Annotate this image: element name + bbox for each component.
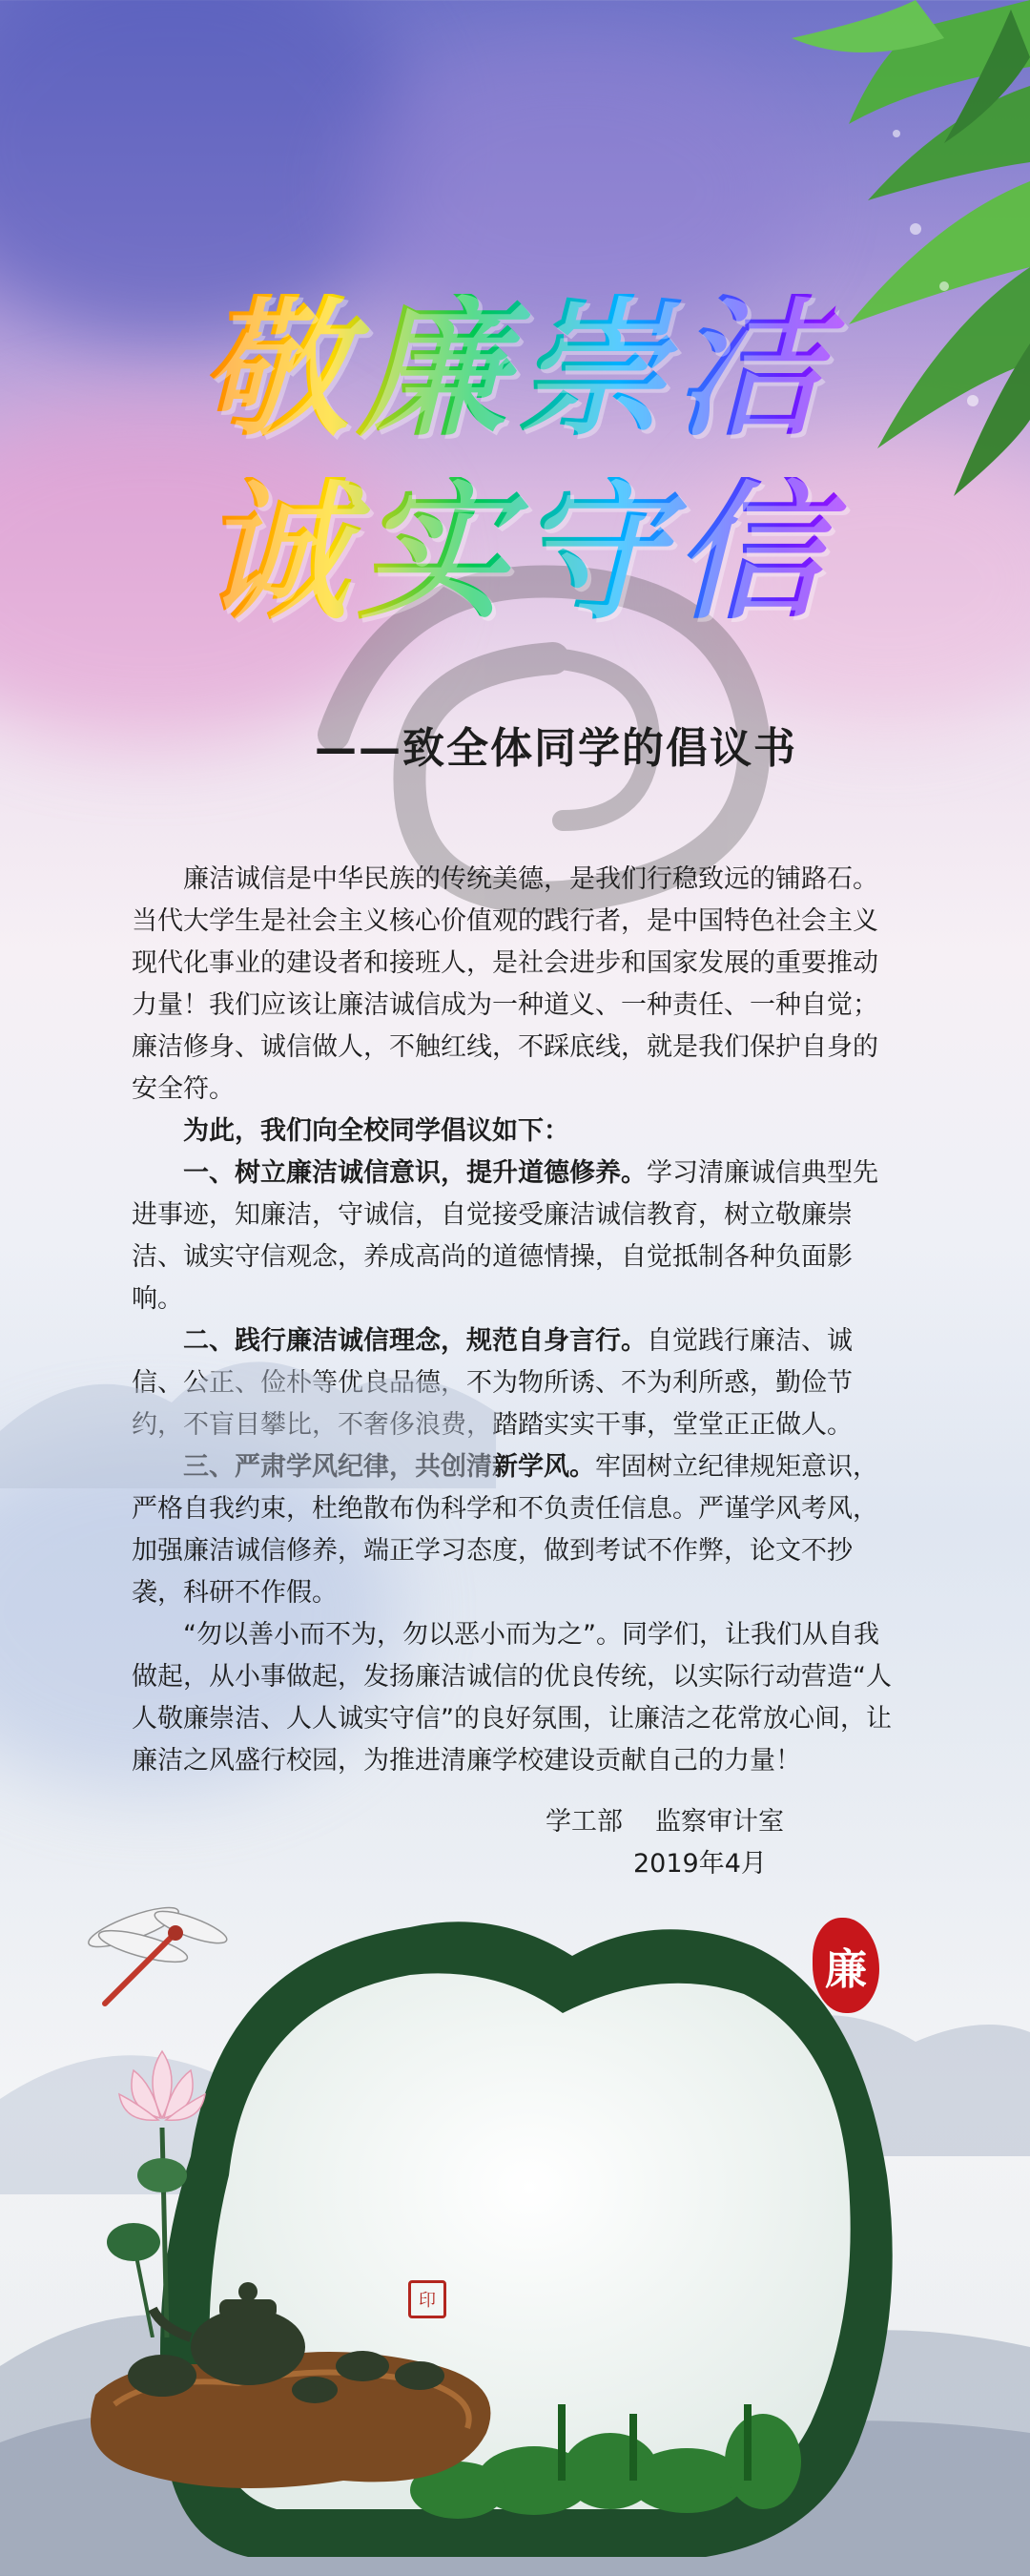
dragonfly-icon [76,1899,248,2013]
signature-org-1: 学工部 [546,1807,623,1837]
stamp-icon: 印 [408,2280,446,2318]
item-2-heading: 二、践行廉洁诚信理念，规范自身言行。 [183,1326,647,1356]
seal-icon: 廉 [813,1918,879,2013]
title-line-2: 诚实守信 [0,477,1030,628]
item-2-body: 自觉践行廉洁、诚信、公正、俭朴等优良品德，不为物所诱、不为利所惑，勤俭节约，不盲目攀比，不奢侈浪费，踏踏实实干事，堂堂正正做人。 [132,1326,853,1440]
signature-date: 2019年4月 [633,1849,767,1879]
item-3-body: 牢固树立纪律规矩意识，严格自我约束，杜绝散布伪科学和不负责任信息。严谨学风考风，加强廉洁诚信修养，端正学习态度，做到考试不作弊，论文不抄袭，科研不作假。 [132,1452,878,1608]
item-1-heading: 一、树立廉洁诚信意识，提升道德修养。 [183,1158,647,1188]
letter-paragraph-intro: 廉洁诚信是中华民族的传统美德，是我们行稳致远的铺路石。当代大学生是社会主义核心价值观的践行者，是中国特色社会主义现代化事业的建设者和接班人，是社会进步和国家发展的重要推动力量！我们应该让廉洁诚信成为一种道义、一种责任、一种自觉；廉洁修身、诚信做人，不触红线，不踩底线，就是我们保护自身的安全符。 [132,864,878,1104]
proposal-heading: 为此，我们向全校同学倡议如下： [183,1116,569,1146]
signature-org-2: 监察审计室 [655,1807,784,1837]
item-3-heading: 三、严肃学风纪律，共创清新学风。 [183,1452,595,1482]
title-line-1: 敬廉崇洁 [0,294,1030,445]
letter-paragraph-proposal [132,1111,895,1153]
subtitle: ——致全体同学的倡议书 [315,724,797,773]
item-1-body: 学习清廉诚信典型先进事迹，知廉洁，守诚信，自觉接受廉洁诚信教育，树立敬廉崇洁、诚实守信观念，养成高尚的道德情操，自觉抵制各种负面影响。 [132,1158,878,1314]
letter-paragraph-closing: “勿以善小而不为，勿以恶小而为之”。同学们，让我们从自我做起，从小事做起，发扬廉洁诚信的优良传统，以实际行动营造“人人敬廉崇洁、人人诚实守信”的良好氛围，让廉洁之花常放心间，让廉洁之风盛行校园，为推进清廉学校建设贡献自己的力量！ [132,1620,892,1776]
teapot-icon [76,2223,515,2509]
